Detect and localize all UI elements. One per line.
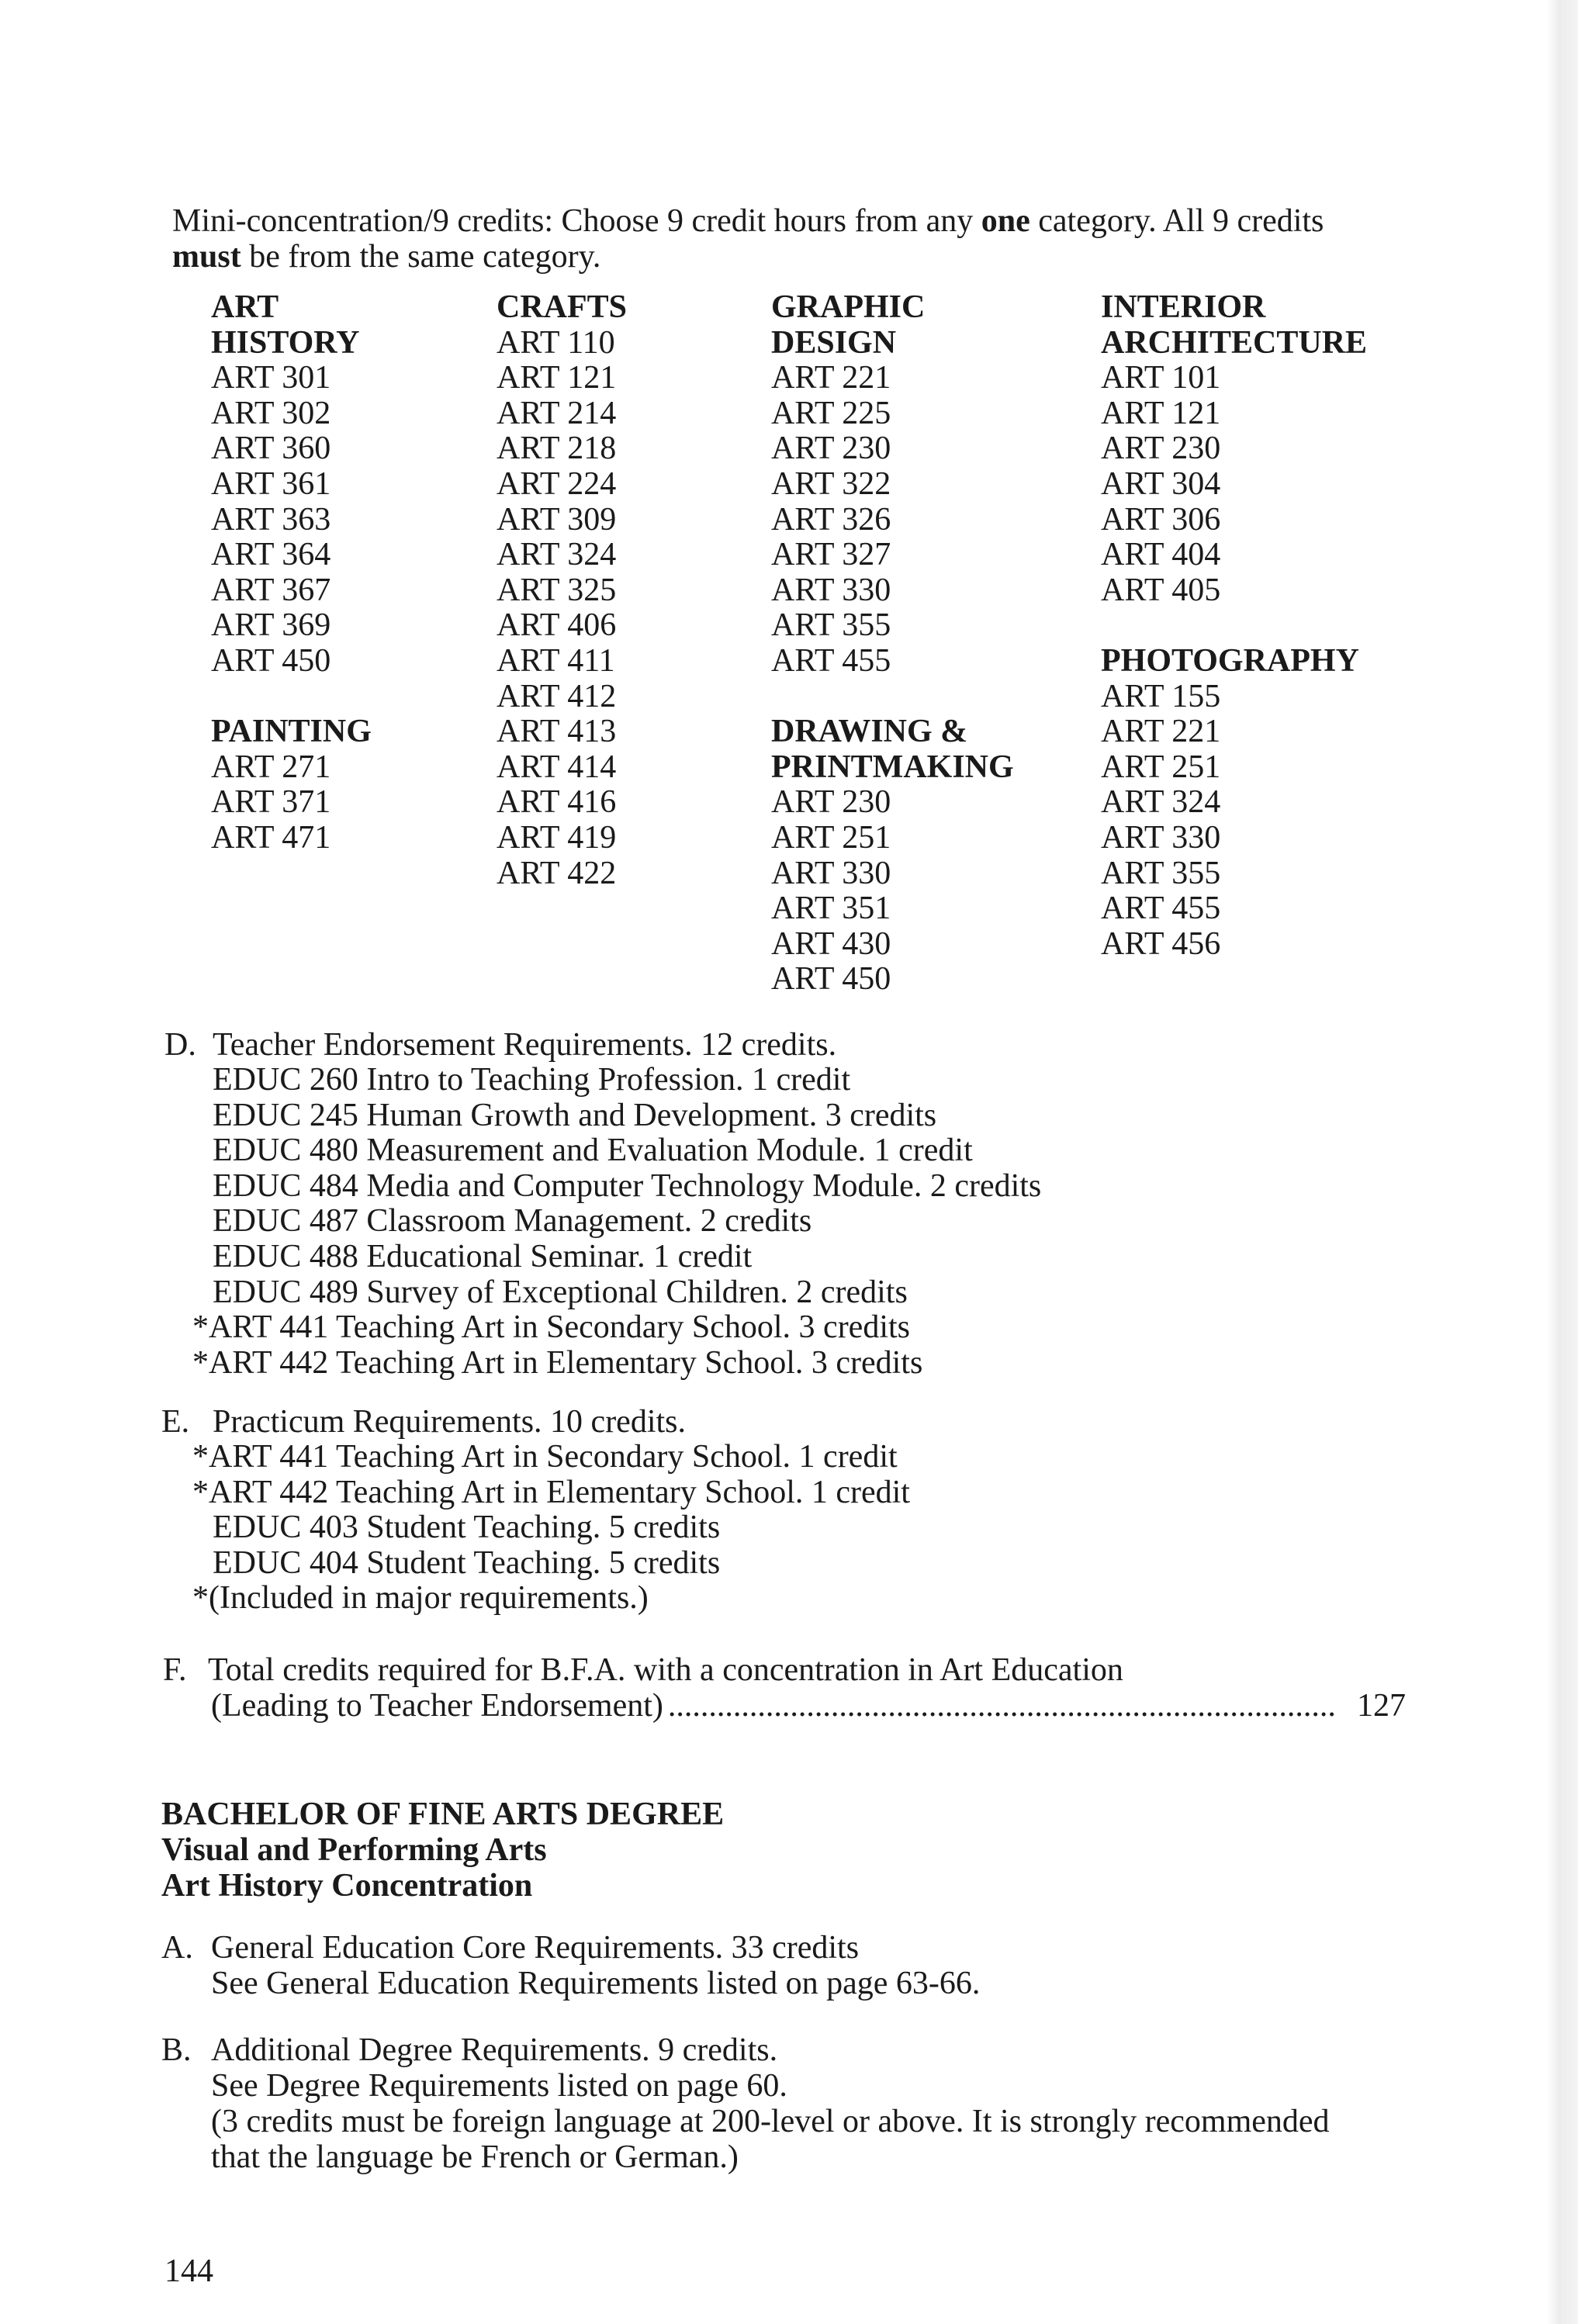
- course-item: ART 224: [497, 465, 617, 502]
- drawing-printmaking-course-list: [771, 785, 1014, 998]
- course-item: ART 230: [771, 784, 891, 821]
- mini-concentration-intro: [172, 203, 1429, 275]
- requirement-text: EDUC 484 Media and Computer Technology Module. 2 credits: [213, 1167, 1042, 1204]
- requirement-item: [213, 1510, 910, 1546]
- intro-bold-one: one: [981, 203, 1030, 239]
- section-e-list: [192, 1439, 910, 1617]
- painting-heading: PAINTING: [211, 714, 372, 750]
- asterisk-marker: *: [192, 1474, 209, 1510]
- course-item: ART 369: [211, 607, 331, 644]
- course-item: ART 330: [771, 572, 891, 608]
- section-b-label: B.: [161, 2032, 192, 2068]
- requirement-item: [213, 1098, 1041, 1134]
- graphic-design-heading-1: GRAPHIC: [771, 289, 926, 325]
- section-f-total-row: [211, 1688, 1406, 1724]
- requirement-item: [192, 1309, 1041, 1346]
- course-item: ART 422: [497, 855, 617, 891]
- course-item: ART 101: [1101, 360, 1221, 396]
- course-item: ART 121: [497, 360, 617, 396]
- section-f-label: F.: [163, 1652, 187, 1688]
- course-item: ART 121: [1101, 395, 1221, 431]
- column-graphic-drawing: [771, 290, 1014, 998]
- course-item: ART 361: [211, 465, 331, 502]
- intro-text-1: Mini-concentration/9 credits: Choose 9 credit hours from any: [172, 203, 981, 239]
- course-item: ART 221: [1101, 714, 1221, 750]
- degree-title: BACHELOR OF FINE ARTS DEGREE: [161, 1797, 725, 1832]
- course-item: ART 251: [771, 819, 891, 856]
- section-e-label: E.: [161, 1404, 190, 1440]
- course-item: ART 327: [771, 537, 891, 573]
- section-f-line2: (Leading to Teacher Endorsement): [211, 1688, 663, 1724]
- course-item: ART 324: [497, 537, 617, 573]
- degree-subtitle-2: Art History Concentration: [161, 1868, 533, 1904]
- course-item: ART 404: [1101, 537, 1221, 573]
- requirement-text: ART 441 Teaching Art in Secondary School. 3 credits: [209, 1309, 911, 1346]
- interior-architecture-heading-2: ARCHITECTURE: [1101, 324, 1368, 361]
- course-item: ART 304: [1101, 465, 1221, 502]
- course-item: ART 330: [1101, 819, 1221, 856]
- section-a-label: A.: [161, 1930, 193, 1966]
- course-item: ART 324: [1101, 784, 1221, 821]
- requirement-item: [213, 1240, 1041, 1275]
- section-b-line4: that the language be French or German.): [211, 2139, 739, 2175]
- course-item: ART 450: [211, 642, 331, 679]
- course-item: ART 155: [1101, 678, 1221, 714]
- art-history-heading-2: HISTORY: [211, 324, 360, 361]
- column-art-history-painting: [211, 290, 372, 856]
- course-item: ART 230: [1101, 431, 1221, 467]
- requirement-text: EDUC 487 Classroom Management. 2 credits: [213, 1203, 812, 1240]
- asterisk-marker: *: [192, 1580, 209, 1617]
- course-item: ART 416: [497, 784, 617, 821]
- course-item: ART 225: [771, 395, 891, 431]
- section-a-line2: See General Education Requirements listed on page 63-66.: [211, 1966, 981, 2001]
- painting-course-list: [211, 750, 372, 856]
- course-item: ART 456: [1101, 925, 1221, 962]
- course-item: ART 230: [771, 431, 891, 467]
- course-item: ART 355: [771, 607, 891, 644]
- requirement-item: [192, 1344, 1041, 1382]
- course-item: ART 455: [1101, 891, 1221, 927]
- section-e-title: Practicum Requirements. 10 credits.: [213, 1404, 687, 1440]
- course-item: ART 214: [497, 395, 617, 431]
- course-item: ART 309: [497, 501, 617, 538]
- crafts-heading: CRAFTS: [497, 289, 628, 325]
- requirement-text: ART 442 Teaching Art in Elementary School. 1 credit: [209, 1474, 910, 1510]
- course-item: ART 419: [497, 819, 617, 856]
- intro-bold-must: must: [172, 239, 241, 275]
- course-item: ART 110: [497, 324, 615, 361]
- course-item: ART 405: [1101, 572, 1221, 608]
- course-item: ART 351: [771, 891, 891, 927]
- drawing-printmaking-heading-1: DRAWING &: [771, 714, 968, 750]
- column-interior-photography: [1101, 290, 1367, 962]
- course-item: ART 306: [1101, 501, 1221, 538]
- dot-leader: ..................................................................................: [667, 1688, 1336, 1724]
- course-item: ART 412: [497, 678, 617, 714]
- section-d-title: Teacher Endorsement Requirements. 12 credits.: [213, 1027, 837, 1063]
- course-item: ART 251: [1101, 749, 1221, 785]
- section-d-list: [192, 1062, 1042, 1381]
- requirement-text: EDUC 480 Measurement and Evaluation Module. 1 credit: [213, 1133, 973, 1169]
- course-item: ART 302: [211, 395, 331, 431]
- course-item: ART 363: [211, 501, 331, 538]
- photography-heading: PHOTOGRAPHY: [1101, 642, 1359, 679]
- course-item: ART 218: [497, 431, 617, 467]
- requirement-item: [192, 1439, 910, 1475]
- section-f-total: 127: [1357, 1688, 1406, 1724]
- requirement-item: [213, 1063, 1041, 1098]
- drawing-printmaking-heading-2: PRINTMAKING: [771, 749, 1014, 785]
- course-item: ART 221: [771, 360, 891, 396]
- art-history-heading-1: ART: [211, 289, 279, 325]
- course-item: ART 406: [497, 607, 617, 644]
- photography-course-list: [1101, 680, 1367, 963]
- intro-text-3: be from the same category.: [241, 239, 601, 275]
- art-history-course-list: [211, 361, 372, 679]
- course-item: ART 330: [771, 855, 891, 891]
- section-b-line2: See Degree Requirements listed on page 60.: [211, 2068, 787, 2104]
- requirement-text: EDUC 403 Student Teaching. 5 credits: [213, 1510, 721, 1546]
- asterisk-marker: *: [192, 1439, 209, 1475]
- requirement-item: [213, 1275, 1041, 1311]
- course-item: ART 326: [771, 501, 891, 538]
- section-a-line1: General Education Core Requirements. 33 credits: [211, 1930, 860, 1966]
- requirement-item: [192, 1580, 910, 1617]
- course-item: ART 450: [771, 961, 891, 998]
- section-d-label: D.: [164, 1027, 196, 1063]
- requirement-item: [213, 1546, 910, 1582]
- interior-architecture-heading-1: INTERIOR: [1101, 289, 1266, 325]
- course-item: ART 325: [497, 572, 617, 608]
- requirement-text: EDUC 488 Educational Seminar. 1 credit: [213, 1238, 753, 1274]
- course-item: ART 371: [211, 784, 331, 821]
- requirement-item: [213, 1169, 1041, 1205]
- course-item: ART 322: [771, 465, 891, 502]
- requirement-item: [192, 1474, 910, 1511]
- degree-subtitle-1: Visual and Performing Arts: [161, 1832, 547, 1868]
- course-item: ART 413: [497, 714, 617, 750]
- asterisk-marker: *: [192, 1344, 209, 1381]
- section-f-line1: Total credits required for B.F.A. with a concentration in Art Education: [208, 1652, 1123, 1688]
- course-item: ART 271: [211, 749, 331, 785]
- page-edge-shadow: [1547, 0, 1578, 2324]
- course-item: ART 414: [497, 749, 617, 785]
- section-b-line3: (3 credits must be foreign language at 200-level or above. It is strongly recommended: [211, 2104, 1330, 2139]
- course-item: ART 355: [1101, 855, 1221, 891]
- requirement-text: EDUC 260 Intro to Teaching Profession. 1 credit: [213, 1062, 851, 1098]
- course-item: ART 360: [211, 431, 331, 467]
- requirement-text: ART 441 Teaching Art in Secondary School. 1 credit: [209, 1439, 898, 1475]
- course-item: ART 364: [211, 537, 331, 573]
- graphic-design-heading-2: DESIGN: [771, 324, 897, 361]
- requirement-text: (Included in major requirements.): [209, 1580, 649, 1617]
- requirement-item: [213, 1133, 1041, 1169]
- asterisk-marker: *: [192, 1309, 209, 1346]
- page-number: 144: [164, 2253, 213, 2289]
- course-item: ART 367: [211, 572, 331, 608]
- graphic-design-course-list: [771, 361, 1014, 679]
- course-item: ART 471: [211, 819, 331, 856]
- course-item: ART 411: [497, 642, 615, 679]
- requirement-item: [213, 1204, 1041, 1240]
- requirement-text: EDUC 404 Student Teaching. 5 credits: [213, 1544, 721, 1581]
- course-item: ART 455: [771, 642, 891, 679]
- section-b-line1: Additional Degree Requirements. 9 credits.: [211, 2032, 778, 2068]
- interior-architecture-course-list: [1101, 361, 1367, 608]
- column-crafts: [497, 290, 627, 891]
- course-item: ART 301: [211, 360, 331, 396]
- crafts-course-list: [497, 326, 627, 892]
- requirement-text: EDUC 245 Human Growth and Development. 3 credits: [213, 1097, 937, 1133]
- requirement-text: EDUC 489 Survey of Exceptional Children. 2 credits: [213, 1274, 908, 1310]
- course-item: ART 430: [771, 925, 891, 962]
- requirement-text: ART 442 Teaching Art in Elementary School. 3 credits: [209, 1344, 923, 1381]
- intro-text-2: category. All 9 credits: [1030, 203, 1324, 239]
